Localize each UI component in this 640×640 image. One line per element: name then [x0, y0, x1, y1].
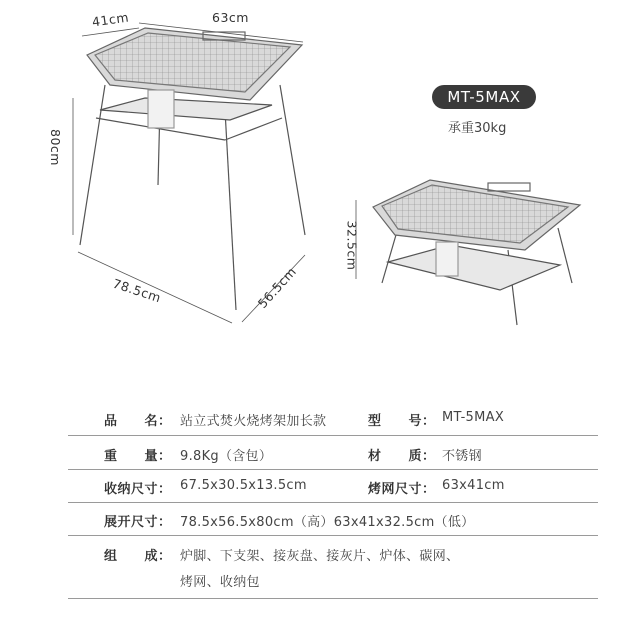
spec-value: 站立式焚火烧烤架加长款	[180, 414, 327, 429]
spec-value: 不锈钢	[442, 449, 482, 464]
dim-height-label: 80cm	[47, 129, 63, 166]
spec-value: 67.5x30.5x13.5cm	[180, 478, 307, 493]
spec-value: 78.5x56.5x80cm（高）63x41x32.5cm（低）	[180, 515, 475, 530]
dim-height-low-label: 32.5cm	[344, 220, 360, 271]
spec-value: 63x41cm	[442, 478, 505, 493]
spec-label: 展开尺寸：	[104, 515, 172, 530]
spec-value: 烤网、收纳包	[180, 575, 260, 590]
dim-length-open-label: 78.5cm	[110, 275, 163, 306]
spec-label: 收纳尺寸：	[104, 482, 172, 497]
spec-label: 组 成：	[104, 549, 172, 564]
spec-label: 重 量：	[104, 449, 172, 464]
divider	[68, 598, 598, 599]
divider	[68, 502, 598, 503]
low-grill-drawing	[373, 180, 580, 325]
spec-table	[68, 402, 598, 612]
tall-grill-drawing	[80, 28, 305, 310]
spec-label: 烤网尺寸：	[368, 482, 436, 497]
spec-value: 炉脚、下支架、接灰盘、接灰片、炉体、碳网、	[180, 549, 460, 564]
spec-label: 品 名：	[104, 414, 172, 429]
load-capacity: 承重30kg	[448, 121, 507, 136]
divider	[68, 435, 598, 436]
dim-depth-label: 41cm	[91, 9, 130, 30]
divider	[68, 469, 598, 470]
spec-label: 型 号：	[368, 414, 436, 429]
spec-value: MT-5MAX	[442, 410, 505, 425]
spec-label: 材 质：	[368, 449, 436, 464]
divider	[68, 535, 598, 536]
dim-width-label: 63cm	[212, 10, 249, 25]
dim-depth-open-label: 56.5cm	[254, 263, 300, 312]
model-badge: MT-5MAX	[432, 85, 536, 109]
spec-value: 9.8Kg（含包）	[180, 449, 273, 464]
